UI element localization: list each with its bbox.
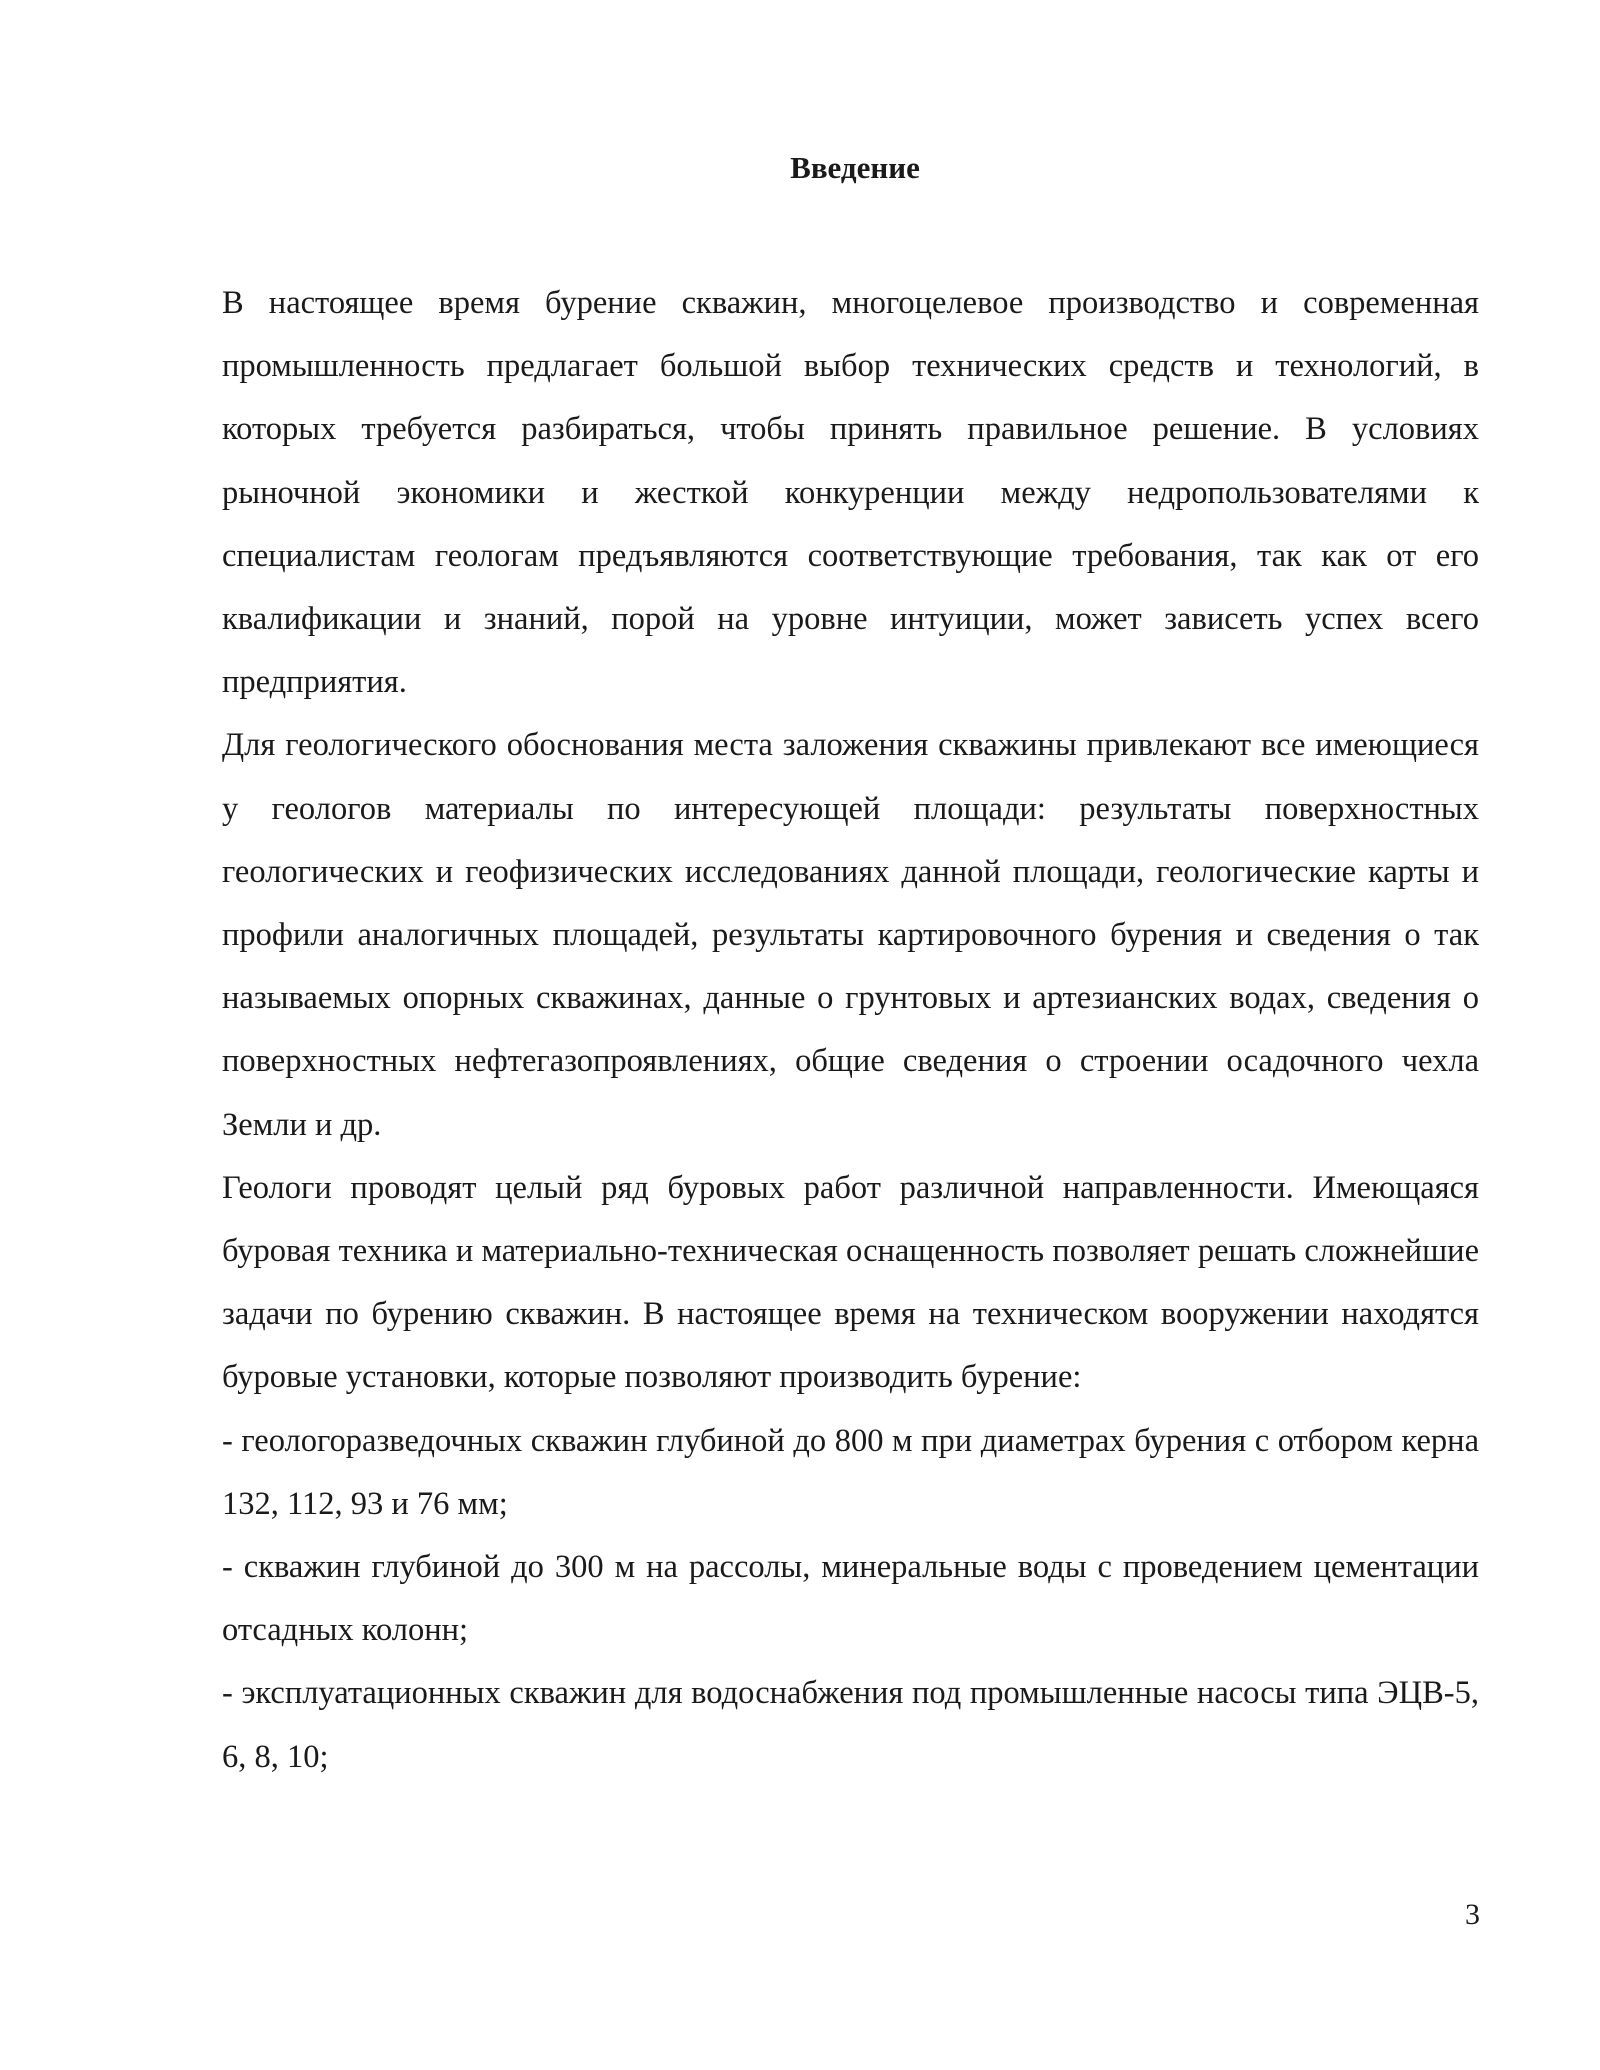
body-text xyxy=(222,272,1479,1789)
page-number: 3 xyxy=(1465,1898,1480,1931)
paragraph-geological-basis: Для геологического обоснования места заложения скважины привлекают все имеющиеся у геологов материалы по интересующей площади: результаты поверхностных геологических и геофизических исследованиях данной площади, геологические карты и профили аналогичных площадей, результаты картировочного бурения и сведения о так называемых опорных скважинах, данные о грунтовых и артезианских водах, сведения о поверхностных нефтегазопроявлениях, общие сведения о строении осадочного чехла Земли и др. xyxy=(222,727,1479,1143)
list-item: - скважин глубиной до 300 м на рассолы, минеральные воды с проведением цементации отсадных колонн; xyxy=(222,1549,1479,1649)
page-title: Введение xyxy=(790,150,920,185)
paragraph-drilling-works: Геологи проводят целый ряд буровых работ различной направленности. Имеющаяся буровая техника и материально-техническая оснащенность позволяет решать сложнейшие задачи по бурению скважин. В настоящее время на техническом вооружении находятся буровые установки, которые позволяют производить бурение: xyxy=(222,1169,1479,1396)
paragraph-intro: В настоящее время бурение скважин, многоцелевое производство и современная промышленность предлагает большой выбор технических средств и технологий, в которых требуется разбираться, чтобы принять правильное решение. В условиях рыночной экономики и жесткой конкуренции между недропользователями к специалистам геологам предъявляются соответствующие требования, так как от его квалификации и знаний, порой на уровне интуиции, может зависеть успех всего предприятия. xyxy=(222,285,1479,701)
list-item: - геологоразведочных скважин глубиной до 800 м при диаметрах бурения с отбором керна 132, 112, 93 и 76 мм; xyxy=(222,1422,1479,1522)
list-item: - эксплуатационных скважин для водоснабжения под промышленные насосы типа ЭЦВ-5, 6, 8, 10; xyxy=(222,1675,1479,1775)
